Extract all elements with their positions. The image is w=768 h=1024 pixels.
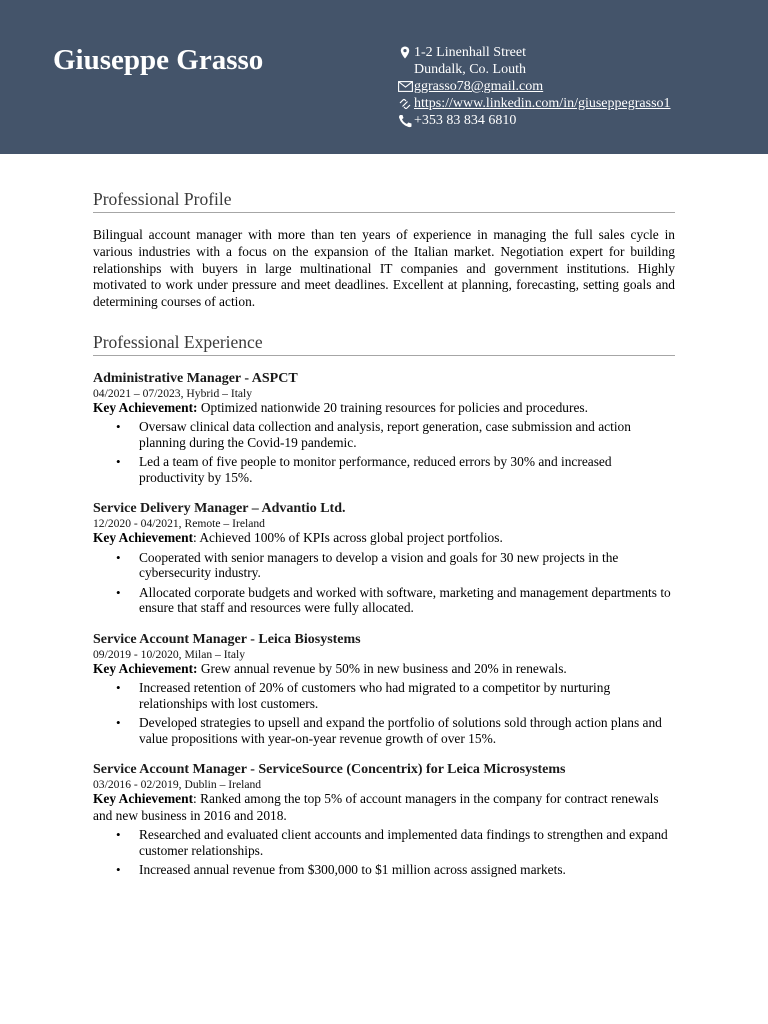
list-item [93, 862, 675, 878]
list-item [93, 454, 675, 485]
bullet-text: Increased retention of 20% of customers who had migrated to a competitor by nurturing relationships with lost customers. [139, 680, 611, 711]
job-title: Service Account Manager - ServiceSource (Concentrix) for Leica Microsystems [93, 762, 566, 778]
achievement-label: Key Achievement: [93, 399, 198, 415]
job-title: Administrative Manager - ASPCT [93, 370, 298, 386]
job-bullets [93, 680, 675, 746]
bullet-icon: • [116, 680, 121, 696]
bullet-text: Increased annual revenue from $300,000 to $1 million across assigned markets. [139, 862, 566, 878]
achievement-label: Key Achievement [93, 791, 194, 807]
achievement-label: Key Achievement: [93, 660, 198, 676]
bullet-icon: • [116, 419, 121, 435]
job-meta: 04/2021 – 07/2023, Hybrid – Italy [93, 386, 253, 400]
email-row [396, 78, 736, 95]
address [396, 44, 736, 78]
bullet-text: Led a team of five people to monitor performance, reduced errors by 30% and increased productivity by 15%. [139, 454, 612, 485]
profile-text: Bilingual account manager with more than ten years of experience in managing the full sales cycle in various industries with a focus on the expansion of the Italian market. Negotiation expert for building relationships with buyers in large multinational IT companies and government institutions. Highly motivated to work under pressure and meet deadlines. Excellent at planning, forecasting, setting goals and determining courses of action. [93, 227, 675, 310]
bullet-text: Allocated corporate budgets and worked with software, marketing and management departments to ensure that staff and resources were fully allocated. [139, 584, 671, 616]
email-link[interactable]: ggrasso78@gmail.com [414, 79, 544, 94]
location-pin-icon [396, 44, 414, 61]
list-item [93, 585, 675, 616]
achievement-text: : Ranked among the top 5% of account managers in the company for contract renewals and new business in 2016 and 2018. [93, 791, 659, 823]
achievement-text: Optimized nationwide 20 training resources for policies and procedures. [197, 399, 588, 415]
address-line-1: 1-2 Linenhall Street [414, 45, 526, 60]
list-item [93, 715, 675, 746]
bullet-icon: • [116, 454, 121, 470]
bullet-icon: • [116, 715, 121, 731]
phone-row [396, 112, 736, 129]
experience-heading: Professional Experience [93, 331, 675, 356]
bullet-text: Developed strategies to upsell and expand the portfolio of solutions sold through action plans and value propositions with year-on-year revenue growth of over 15%. [139, 715, 662, 746]
job-bullets [93, 550, 675, 616]
linkedin-link[interactable]: https://www.linkedin.com/in/giuseppegrasso1 [414, 96, 671, 111]
job-meta: 12/2020 - 04/2021, Remote – Ireland [93, 517, 265, 531]
job-meta: 03/2016 - 02/2019, Dublin – Ireland [93, 778, 262, 792]
candidate-name: Giuseppe Grasso [53, 44, 264, 76]
bullet-text: Cooperated with senior managers to develop a vision and goals for 30 new projects in the cybersecurity industry. [139, 549, 619, 581]
job-bullets [93, 827, 675, 878]
bullet-icon: • [116, 549, 121, 565]
phone-number: +353 83 834 6810 [414, 113, 517, 128]
job-entry [93, 500, 675, 616]
job-entry [93, 370, 675, 486]
job-title: Service Delivery Manager – Advantio Ltd. [93, 501, 346, 517]
job-title: Service Account Manager - Leica Biosystems [93, 631, 361, 647]
bullet-icon: • [116, 862, 121, 878]
header-banner [0, 0, 768, 154]
address-line-2: Dundalk, Co. Louth [414, 62, 526, 77]
achievement-text: : Achieved 100% of KPIs across global project portfolios. [193, 530, 503, 546]
bullet-text: Researched and evaluated client accounts and implemented data findings to strengthen and expand customer relationships. [139, 827, 668, 858]
link-chain-icon [396, 95, 414, 112]
list-item [93, 550, 675, 581]
bullet-icon: • [116, 827, 121, 843]
resume-body [93, 188, 675, 893]
bullet-icon: • [116, 584, 121, 600]
list-item [93, 419, 675, 450]
key-achievement [93, 530, 675, 547]
phone-icon [396, 112, 414, 129]
profile-heading: Professional Profile [93, 188, 675, 213]
job-entry [93, 631, 675, 747]
list-item [93, 827, 675, 858]
linkedin-row [396, 95, 736, 112]
key-achievement [93, 661, 675, 678]
bullet-text: Oversaw clinical data collection and analysis, report generation, case submission and action planning during the Covid-19 pandemic. [139, 419, 631, 450]
job-entry [93, 761, 675, 878]
contact-block [396, 44, 736, 129]
key-achievement [93, 400, 675, 417]
achievement-label: Key Achievement [93, 530, 194, 546]
envelope-icon [396, 78, 414, 95]
list-item [93, 680, 675, 711]
job-meta: 09/2019 - 10/2020, Milan – Italy [93, 647, 245, 661]
achievement-text: Grew annual revenue by 50% in new business and 20% in renewals. [197, 660, 567, 676]
job-bullets [93, 419, 675, 485]
key-achievement [93, 791, 675, 824]
